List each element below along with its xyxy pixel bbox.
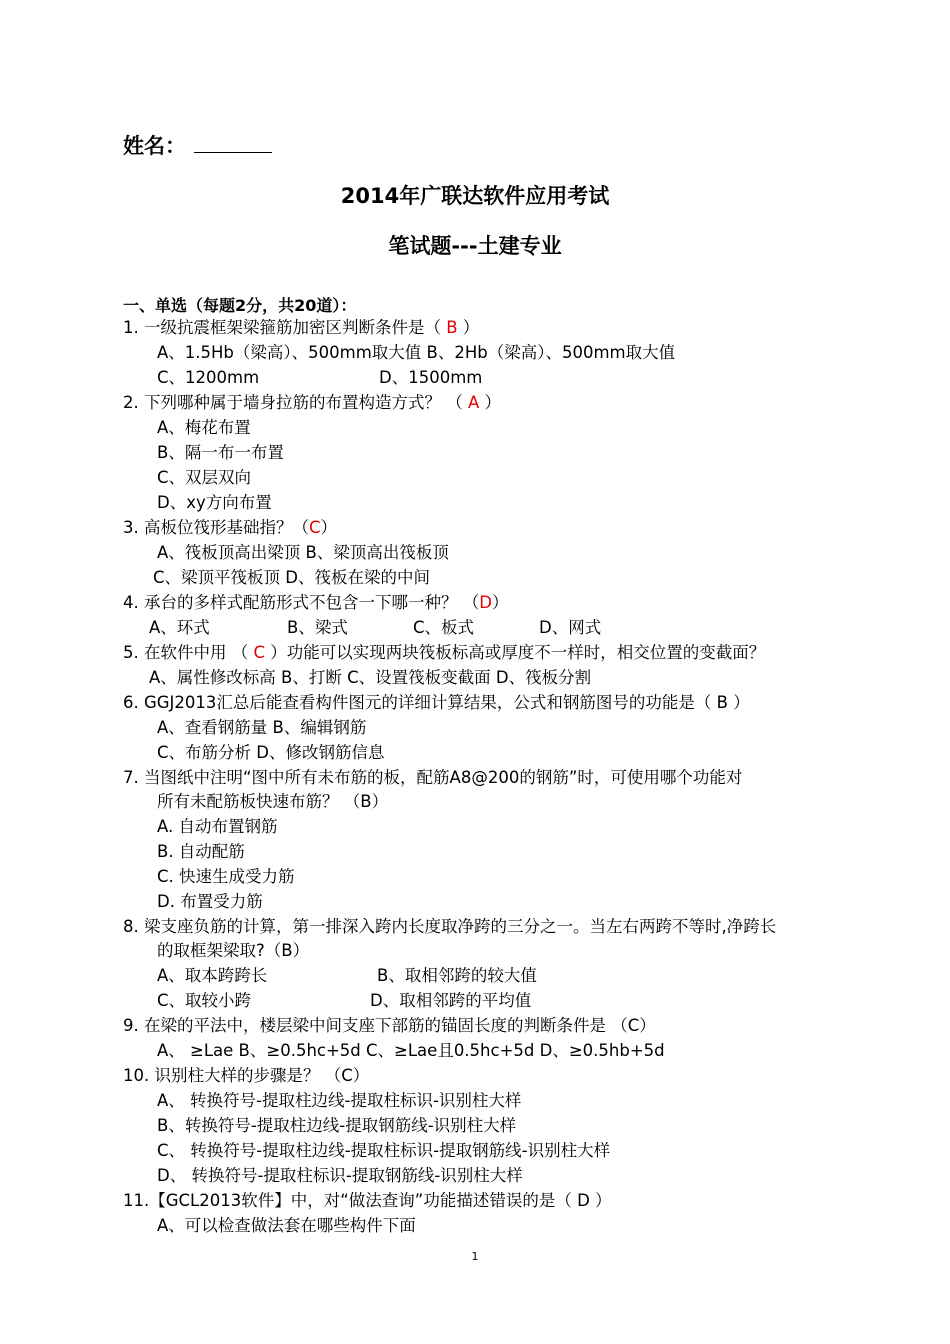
text-line [153, 568, 430, 588]
line-text: A、属性修改标高 B、打断 C、设置筏板变截面 D、筏板分割 [149, 668, 592, 687]
text-line [157, 817, 278, 837]
line-text: ） [479, 393, 502, 412]
line-text: C、双层双向 [157, 468, 252, 487]
line-text: A、梅花布置 [157, 418, 251, 437]
line-text: 8. 梁支座负筋的计算，第一排深入跨内长度取净跨的三分之一。当左右两跨不等时,净跨长 [123, 917, 777, 936]
line-text: 3. 高板位筏形基础指？（ [123, 518, 309, 537]
line-text: A、 ≥Lae B、≥0.5hc+5d C、≥Lae且0.5hc+5d D、≥0.5hb+5d [157, 1041, 665, 1060]
line-text: C、1200mm [157, 368, 260, 387]
name-field [123, 130, 272, 160]
text-line [157, 892, 263, 912]
text-line [379, 368, 482, 388]
text-line [123, 643, 765, 663]
text-line [157, 418, 251, 438]
exam-subtitle: 笔试题---土建专业 [388, 234, 562, 258]
answer-mark: A [467, 393, 480, 412]
text-line [157, 443, 284, 463]
text-line [123, 1016, 656, 1036]
text-line [157, 991, 251, 1011]
text-line [377, 966, 537, 986]
text-line [123, 518, 337, 538]
text-line [123, 693, 750, 713]
line-text: ） [320, 518, 338, 537]
line-text: ）功能可以实现两块筏板标高或厚度不一样时，相交位置的变截面？ [265, 643, 766, 662]
page-number: 1 [471, 1250, 479, 1263]
line-text: A、1.5Hb（梁高）、500mm取大值 B、2Hb（梁高）、500mm取大值 [157, 343, 676, 362]
text-line [157, 743, 384, 763]
line-text: D、xy方向布置 [157, 493, 272, 512]
text-line [123, 1066, 369, 1086]
line-text: 10. 识别柱大样的步骤是？ （C） [123, 1066, 370, 1085]
text-line [149, 668, 591, 688]
line-text: D、网式 [539, 618, 602, 637]
line-text: 9. 在梁的平法中，楼层梁中间支座下部筋的锚固长度的判断条件是 （C） [123, 1016, 656, 1035]
line-text: A、可以检查做法套在哪些构件下面 [157, 1216, 416, 1235]
line-text: D、 转换符号-提取柱标识-提取钢筋线-识别柱大样 [157, 1166, 523, 1185]
text-line [157, 1116, 516, 1136]
line-text: A、环式 [149, 618, 210, 637]
line-text: A、查看钢筋量 B、编辑钢筋 [157, 718, 367, 737]
text-line [157, 468, 251, 488]
text-line [157, 941, 309, 961]
text-line [123, 593, 508, 613]
line-text: A. 自动布置钢筋 [157, 817, 278, 836]
text-line [157, 543, 449, 563]
line-text: C. 快速生成受力筋 [157, 867, 295, 886]
text-line [539, 618, 601, 638]
answer-mark: D [479, 593, 492, 612]
name-label: 姓名： [123, 134, 186, 158]
line-text: B. 自动配筋 [157, 842, 245, 861]
text-line [123, 318, 479, 338]
text-line [157, 718, 366, 738]
line-text: 7. 当图纸中注明“图中所有未布筋的板，配筋A8@200的钢筋”时，可使用哪个功能对 [123, 768, 743, 787]
text-line [157, 1166, 523, 1186]
text-line [157, 1041, 665, 1061]
line-text: A、取本跨跨长 [157, 966, 268, 985]
answer-mark: C [309, 518, 321, 537]
line-text: 2. 下列哪种属于墙身拉筋的布置构造方式？ （ [123, 393, 468, 412]
text-line [287, 618, 348, 638]
line-text: 所有未配筋板快速布筋？ （B） [157, 792, 389, 811]
exam-title: 2014年广联达软件应用考试 [340, 184, 610, 208]
answer-mark: B [446, 318, 458, 337]
line-text: C、布筋分析 D、修改钢筋信息 [157, 743, 385, 762]
line-text: D. 布置受力筋 [157, 892, 263, 911]
line-text: B、隔一布一布置 [157, 443, 284, 462]
answer-mark: C [253, 643, 266, 662]
text-line [123, 768, 742, 788]
text-line [157, 1141, 610, 1161]
section-heading: 一、单选（每题2分，共20道）： [123, 296, 357, 315]
text-line [157, 1216, 416, 1236]
line-text: C、 转换符号-提取柱边线-提取柱标识-提取钢筋线-识别柱大样 [157, 1141, 611, 1160]
line-text: B、取相邻跨的较大值 [377, 966, 537, 985]
text-line [157, 792, 388, 812]
line-text: B、转换符号-提取柱边线-提取钢筋线-识别柱大样 [157, 1116, 517, 1135]
text-line [157, 867, 295, 887]
line-text: C、板式 [413, 618, 475, 637]
line-text: C、取较小跨 [157, 991, 252, 1010]
text-line [123, 393, 501, 413]
line-text: ） [491, 593, 509, 612]
line-text: A、 转换符号-提取柱边线-提取柱标识-识别柱大样 [157, 1091, 522, 1110]
text-line [157, 842, 245, 862]
line-text: D、取相邻跨的平均值 [370, 991, 532, 1010]
line-text: 6. GGJ2013汇总后能查看构件图元的详细计算结果，公式和钢筋图号的功能是（ B ） [123, 693, 750, 712]
line-text: 的取框架梁取?（B） [157, 941, 310, 960]
line-text: ） [457, 318, 480, 337]
line-text: C、梁顶平筏板顶 D、筏板在梁的中间 [153, 568, 430, 587]
line-text: 5. 在软件中用 （ [123, 643, 254, 662]
text-line [149, 618, 210, 638]
text-line [157, 966, 267, 986]
text-line [157, 1091, 521, 1111]
line-text: B、梁式 [287, 618, 348, 637]
text-line [123, 1191, 612, 1211]
name-blank-line [194, 134, 272, 153]
line-text: D、1500mm [379, 368, 483, 387]
text-line [157, 368, 259, 388]
line-text: 1. 一级抗震框架梁箍筋加密区判断条件是（ [123, 318, 447, 337]
text-line [370, 991, 531, 1011]
line-text: A、筏板顶高出梁顶 B、梁顶高出筏板顶 [157, 543, 449, 562]
text-line [157, 343, 675, 363]
line-text: 11.【GCL2013软件】中，对“做法查询”功能描述错误的是（ D ） [123, 1191, 612, 1210]
text-line [157, 493, 272, 513]
text-line [413, 618, 474, 638]
text-line [123, 917, 776, 937]
line-text: 4. 承台的多样式配筋形式不包含一下哪一种？ （ [123, 593, 480, 612]
